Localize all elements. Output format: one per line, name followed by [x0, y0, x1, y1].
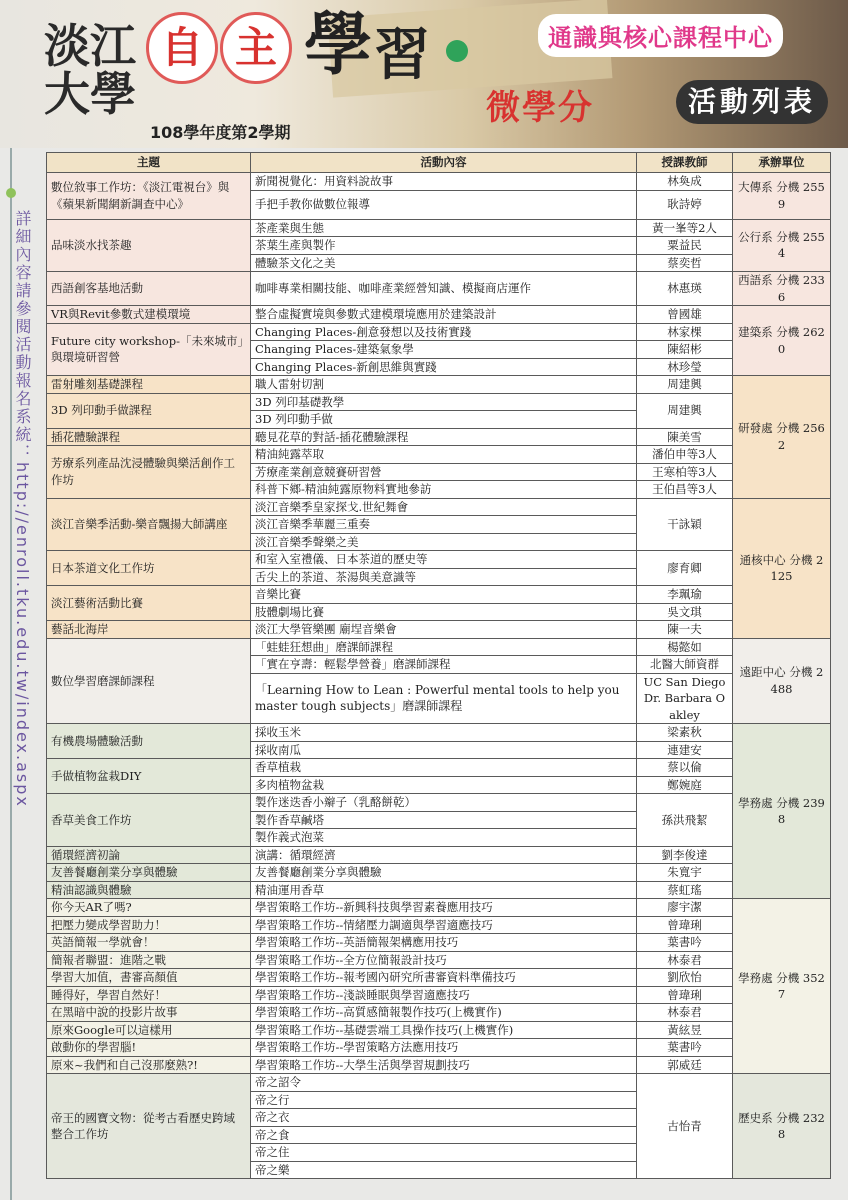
topic-cell: VR與Revit參數式建模環境 — [47, 306, 251, 324]
activity-cell: 精油純露萃取 — [251, 446, 637, 464]
activity-cell: 學習策略工作坊--基礎雲端工具操作技巧(上機實作) — [251, 1021, 637, 1039]
activity-cell: 學習策略工作坊--高質感簡報製作技巧(上機實作) — [251, 1004, 637, 1022]
activity-cell: 手把手教你做數位報導 — [251, 190, 637, 219]
teacher-cell: UC San Diego Dr. Barbara Oakley — [637, 673, 733, 724]
topic-cell: 手做植物盆栽DIY — [47, 759, 251, 794]
side-note: 詳細內容請參閱活動報名系統：http://enroll.tku.edu.tw/index.aspx — [13, 210, 32, 808]
unit-cell: 西語系 分機 2336 — [733, 272, 831, 306]
teacher-cell: 曾國雄 — [637, 306, 733, 324]
activity-cell: 芳療產業創意競賽研習營 — [251, 463, 637, 481]
teacher-cell: 周建興 — [637, 393, 733, 428]
teacher-cell: 劉李俊達 — [637, 846, 733, 864]
teacher-cell: 耿詩婷 — [637, 190, 733, 219]
activity-cell: 整合虛擬實境與參數式建模環境應用於建築設計 — [251, 306, 637, 324]
activity-cell: 帝之衣 — [251, 1109, 637, 1127]
title-char-zhu: 主 — [220, 12, 292, 84]
activity-cell: Changing Places-創意發想以及技術實踐 — [251, 323, 637, 341]
topic-cell: 原來Google可以這樣用 — [47, 1021, 251, 1039]
topic-cell: 把壓力變成學習助力！ — [47, 916, 251, 934]
activity-cell: 製作香草鹹塔 — [251, 811, 637, 829]
teacher-cell: 干詠穎 — [637, 498, 733, 551]
teacher-cell: 王寒柏等3人 — [637, 463, 733, 481]
topic-cell: 帝王的國寶文物：從考古看歷史跨域整合工作坊 — [47, 1074, 251, 1179]
topic-cell: 睡得好，學習自然好！ — [47, 986, 251, 1004]
unit-cell: 建築系 分機 2620 — [733, 306, 831, 376]
teacher-cell: 楊懿如 — [637, 638, 733, 656]
activity-cell: Changing Places-新創思維與實踐 — [251, 358, 637, 376]
activity-cell: 「Learning How to Lean : Powerful mental tools to help you master tough subjects」磨課師課程 — [251, 673, 637, 724]
activity-cell: 帝之住 — [251, 1144, 637, 1162]
activity-cell: 新聞視覺化：用資料說故事 — [251, 173, 637, 191]
teacher-cell: 陳紹彬 — [637, 341, 733, 359]
teacher-cell: 林泰君 — [637, 1004, 733, 1022]
unit-cell: 學務處 分機 2398 — [733, 724, 831, 899]
activity-cell: 學習策略工作坊--新興科技與學習素養應用技巧 — [251, 899, 637, 917]
unit-cell: 遠距中心 分機 2488 — [733, 638, 831, 724]
teacher-cell: 黃一峯等2人 — [637, 219, 733, 237]
activity-cell: 淡江音樂季聲樂之美 — [251, 533, 637, 551]
teacher-cell: 吳文琪 — [637, 603, 733, 621]
teacher-cell: 林奐成 — [637, 173, 733, 191]
unit-cell: 公行系 分機 2554 — [733, 219, 831, 272]
title-char-xi: 習 — [374, 23, 430, 88]
topic-cell: 日本茶道文化工作坊 — [47, 551, 251, 586]
unit-cell: 大傳系 分機 2559 — [733, 173, 831, 220]
teacher-cell: 粟益民 — [637, 237, 733, 255]
topic-cell: 品味淡水找茶趣 — [47, 219, 251, 272]
topic-cell: 香草美食工作坊 — [47, 794, 251, 847]
school-name: 淡江大學 — [44, 19, 136, 121]
teacher-cell: 潘伯申等3人 — [637, 446, 733, 464]
activity-cell: 演講：循環經濟 — [251, 846, 637, 864]
teacher-cell: 連建安 — [637, 741, 733, 759]
semester-label: 108學年度第2學期 — [150, 123, 291, 142]
teacher-cell: 蔡以倫 — [637, 759, 733, 777]
topic-cell: 簡報者聯盟：進階之戰 — [47, 951, 251, 969]
teacher-cell: 林珍瑩 — [637, 358, 733, 376]
topic-cell: 英語簡報一學就會！ — [47, 934, 251, 952]
col-header-content: 活動內容 — [251, 153, 637, 173]
col-header-teacher: 授課教師 — [637, 153, 733, 173]
topic-cell: 3D 列印動手做課程 — [47, 393, 251, 428]
teacher-cell: 朱寬宇 — [637, 864, 733, 882]
col-header-unit: 承辦單位 — [733, 153, 831, 173]
activity-cell: 帝之詔令 — [251, 1074, 637, 1092]
teacher-cell: 北醫大師資群 — [637, 656, 733, 674]
activity-cell: 體驗茶文化之美 — [251, 254, 637, 272]
activity-cell: 淡江大學管樂團 廟埕音樂會 — [251, 621, 637, 639]
teacher-cell: 古怡青 — [637, 1074, 733, 1179]
activity-cell: 帝之食 — [251, 1126, 637, 1144]
teacher-cell: 陳美雪 — [637, 428, 733, 446]
activity-cell: 精油運用香草 — [251, 881, 637, 899]
teacher-cell: 曾瑋琍 — [637, 916, 733, 934]
col-header-topic: 主題 — [47, 153, 251, 173]
activity-cell: 科普下鄉-精油純露原物料實地參訪 — [251, 481, 637, 499]
activity-cell: 「蛙蛙狂想曲」磨課師課程 — [251, 638, 637, 656]
teacher-cell: 梁素秋 — [637, 724, 733, 742]
activity-cell: 茶葉生產與製作 — [251, 237, 637, 255]
activity-cell: 學習策略工作坊--淺談睡眠與學習適應技巧 — [251, 986, 637, 1004]
teacher-cell: 林惠瑛 — [637, 272, 733, 306]
teacher-cell: 李珮瑜 — [637, 586, 733, 604]
teacher-cell: 周建興 — [637, 376, 733, 394]
topic-cell: 友善餐廳創業分享與體驗 — [47, 864, 251, 882]
activity-cell: 3D 列印動手做 — [251, 411, 637, 429]
topic-cell: 有機農場體驗活動 — [47, 724, 251, 759]
activity-cell: 3D 列印基礎教學 — [251, 393, 637, 411]
teacher-cell: 鄭婉庭 — [637, 776, 733, 794]
activity-cell: 咖啡專業相關技能、咖啡產業經營知識、模擬商店運作 — [251, 272, 637, 306]
activity-cell: 採收南瓜 — [251, 741, 637, 759]
green-dot-decoration — [446, 40, 468, 62]
topic-cell: 啟動你的學習腦! — [47, 1039, 251, 1057]
teacher-cell: 黃絃昱 — [637, 1021, 733, 1039]
activity-cell: 學習策略工作坊--報考國內研究所書審資料準備技巧 — [251, 969, 637, 987]
title-char-zi: 自 — [146, 12, 218, 84]
topic-cell: 循環經濟初論 — [47, 846, 251, 864]
topic-cell: 西語創客基地活動 — [47, 272, 251, 306]
unit-cell: 學務處 分機 3527 — [733, 899, 831, 1074]
micro-credit-title: 微學分 — [486, 88, 594, 128]
activity-cell: 聽見花草的對話-插花體驗課程 — [251, 428, 637, 446]
activity-cell: 友善餐廳創業分享與體驗 — [251, 864, 637, 882]
teacher-cell: 王伯昌等3人 — [637, 481, 733, 499]
activity-cell: 帝之行 — [251, 1091, 637, 1109]
activity-cell: 多肉植物盆栽 — [251, 776, 637, 794]
center-name: 通識與核心課程中心 — [538, 14, 783, 57]
topic-cell: 在黑暗中說的投影片故事 — [47, 1004, 251, 1022]
activity-cell: 學習策略工作坊--情緒壓力調適與學習適應技巧 — [251, 916, 637, 934]
topic-cell: 數位敘事工作坊：《淡江電視台》與《蘋果新聞網新調查中心》 — [47, 173, 251, 220]
topic-cell: 數位學習磨課師課程 — [47, 638, 251, 724]
activity-cell: Changing Places-建築氣象學 — [251, 341, 637, 359]
teacher-cell: 郭威廷 — [637, 1056, 733, 1074]
topic-cell: 插花體驗課程 — [47, 428, 251, 446]
topic-cell: 學習大加值，書審高顏值 — [47, 969, 251, 987]
teacher-cell: 陳一夫 — [637, 621, 733, 639]
topic-cell: 淡江藝術活動比賽 — [47, 586, 251, 621]
activity-list-badge: 活動列表 — [676, 80, 828, 124]
activity-cell: 舌尖上的茶道、茶湯與美意識等 — [251, 568, 637, 586]
unit-cell: 通核中心 分機 2125 — [733, 498, 831, 638]
activity-cell: 淡江音樂季皇家探戈.世紀舞會 — [251, 498, 637, 516]
activity-cell: 香草植栽 — [251, 759, 637, 777]
activity-cell: 和室入室禮儀、日本茶道的歷史等 — [251, 551, 637, 569]
teacher-cell: 劉欣怡 — [637, 969, 733, 987]
teacher-cell: 曾瑋琍 — [637, 986, 733, 1004]
unit-cell: 歷史系 分機 2328 — [733, 1074, 831, 1179]
teacher-cell: 蔡奕哲 — [637, 254, 733, 272]
activity-cell: 製作義式泡菜 — [251, 829, 637, 847]
topic-cell: Future city workshop-「未來城市」與環境研習營 — [47, 323, 251, 376]
activity-cell: 音樂比賽 — [251, 586, 637, 604]
topic-cell: 雷射雕刻基礎課程 — [47, 376, 251, 394]
teacher-cell: 林泰君 — [637, 951, 733, 969]
activity-cell: 肢體劇場比賽 — [251, 603, 637, 621]
title-char-xue: 學 — [304, 6, 373, 85]
topic-cell: 原來~我們和自己沒那麼熟?! — [47, 1056, 251, 1074]
side-dot — [6, 188, 16, 198]
teacher-cell: 廖宇潔 — [637, 899, 733, 917]
activity-cell: 學習策略工作坊--學習策略方法應用技巧 — [251, 1039, 637, 1057]
activity-cell: 帝之樂 — [251, 1161, 637, 1179]
topic-cell: 淡江音樂季活動-樂音飄揚大師講座 — [47, 498, 251, 551]
activity-cell: 淡江音樂季華麗三重奏 — [251, 516, 637, 534]
teacher-cell: 廖育卿 — [637, 551, 733, 586]
activity-cell: 製作迷迭香小辮子（乳酪餅乾） — [251, 794, 637, 812]
activity-cell: 學習策略工作坊--大學生活與學習規劃技巧 — [251, 1056, 637, 1074]
teacher-cell: 孫洪飛絜 — [637, 794, 733, 847]
teacher-cell: 葉書吟 — [637, 934, 733, 952]
activity-cell: 職人雷射切割 — [251, 376, 637, 394]
topic-cell: 藝話北海岸 — [47, 621, 251, 639]
unit-cell: 研發處 分機 2562 — [733, 376, 831, 499]
activity-cell: 學習策略工作坊--英語簡報架構應用技巧 — [251, 934, 637, 952]
topic-cell: 芳療系列產品沈浸體驗與樂活創作工作坊 — [47, 446, 251, 499]
activity-cell: 學習策略工作坊--全方位簡報設計技巧 — [251, 951, 637, 969]
teacher-cell: 葉書吟 — [637, 1039, 733, 1057]
activity-table — [46, 152, 831, 1179]
teacher-cell: 蔡虹瑤 — [637, 881, 733, 899]
activity-cell: 「實在亨壽：輕鬆學營養」磨課師課程 — [251, 656, 637, 674]
activity-cell: 茶產業與生態 — [251, 219, 637, 237]
activity-cell: 採收玉米 — [251, 724, 637, 742]
teacher-cell: 林家棵 — [637, 323, 733, 341]
topic-cell: 你今天AR了嗎? — [47, 899, 251, 917]
topic-cell: 精油認識與體驗 — [47, 881, 251, 899]
